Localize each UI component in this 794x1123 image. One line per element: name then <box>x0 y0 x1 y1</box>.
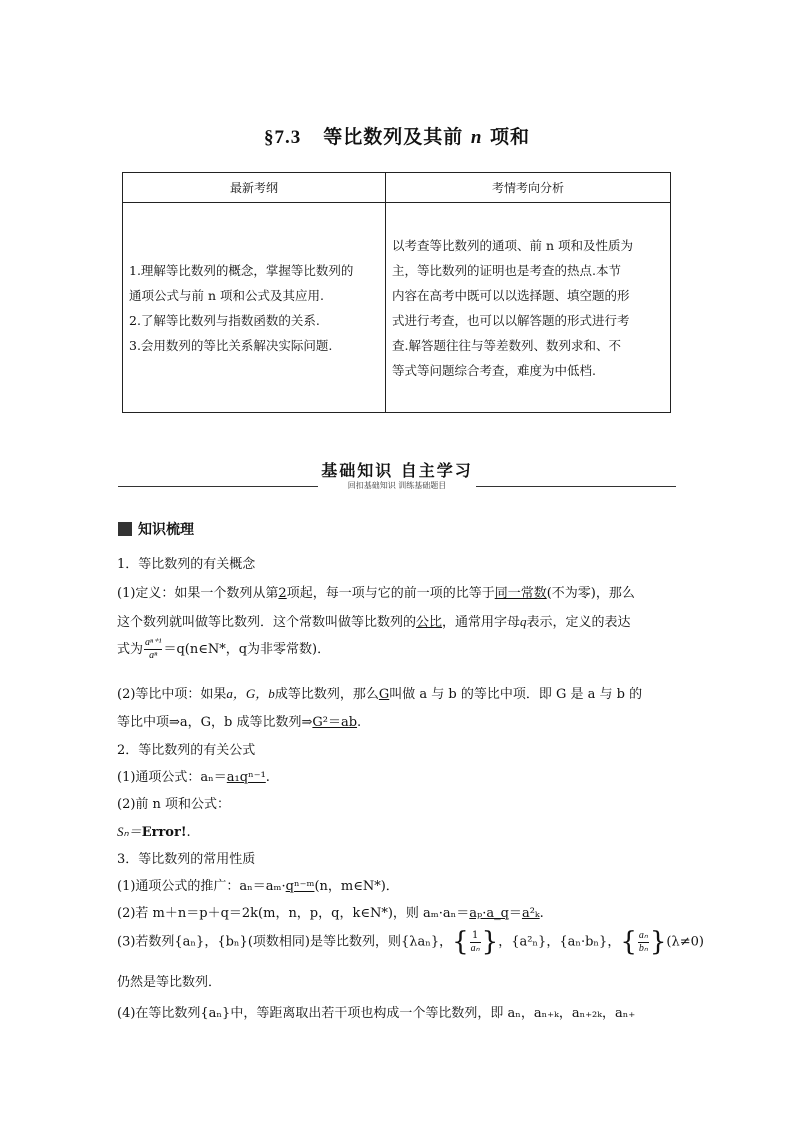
property-2: (2)若 m＋n＝p＋q＝2k(m，n，p，q，k∈N*)，则 aₘ·aₙ＝aₚ·a_q＝a²ₖ. <box>117 906 544 921</box>
page-title <box>0 122 794 149</box>
definition-line-1: (1)定义：如果一个数列从第2项起，每一项与它的前一项的比等于同一常数(不为零)，那么 <box>117 586 635 601</box>
col1-line: 3.会用数列的等比关系解决实际问题. <box>129 337 333 353</box>
syllabus-table <box>122 172 671 413</box>
title-italic-n: n <box>470 127 483 148</box>
col2-header: 考情考向分析 <box>386 173 671 203</box>
col2-line: 等式等问题综合考查，难度为中低档. <box>392 362 596 378</box>
definition-line-2: 这个数列就叫做等比数列．这个常数叫做等比数列的公比，通常用字母q表示，定义的表达 <box>117 614 631 630</box>
col2-line: 内容在高考中既可以以选择题、填空题的形 <box>392 287 630 303</box>
section-heading <box>118 519 194 539</box>
quotient-fraction: $\frac{\text{aₙ}}{\text{bₙ}}$ <box>638 929 648 954</box>
mean-line-2: 等比中项⇒a，G，b 成等比数列⇒G²＝ab. <box>117 715 362 730</box>
title-text-b: 项和 <box>490 126 531 148</box>
title-text-a: 等比数列及其前 <box>323 126 464 148</box>
general-term: (1)通项公式：aₙ＝a₁qⁿ⁻¹. <box>117 770 270 785</box>
col2-line: 查.解答题往往与等差数列、数列求和、不 <box>392 337 621 353</box>
square-bullet-icon <box>118 522 132 536</box>
col1-header: 最新考纲 <box>123 173 386 203</box>
property-1: (1)通项公式的推广：aₙ＝aₘ·qⁿ⁻ᵐ(n，m∈N*)． <box>117 879 399 894</box>
property-3: (3)若数列{aₙ}，{bₙ}(项数相同)是等比数列，则{λaₙ}，{ $\frac{1}{\text{aₙ}}$ }，{a²ₙ}，{aₙ·bₙ}，{ $\frac{\text{aₙ}}{\text{bₙ}}$ }(λ≠0) <box>117 927 704 957</box>
heading-3: 3．等比数列的常用性质 <box>117 852 256 867</box>
col1-line: 1.理解等比数列的概念，掌握等比数列的 <box>129 262 354 278</box>
col1-line: 通项公式与前 n 项和公式及其应用. <box>129 287 324 303</box>
section-label: 知识梳理 <box>138 522 194 538</box>
section-band <box>118 458 676 490</box>
property-4: (4)在等比数列{aₙ}中，等距离取出若干项也构成一个等比数列，即 aₙ，aₙ₊ₖ，aₙ₊₂ₖ，aₙ₊ <box>117 1006 636 1021</box>
heading-2: 2．等比数列的有关公式 <box>117 743 256 758</box>
col2-line: 主，等比数列的证明也是考查的热点.本节 <box>392 262 621 278</box>
definition-formula: 式为 $\frac{\text{aⁿ⁺¹}}{\text{aⁿ}}$ ＝q(n∈N*，q为非零常数)． <box>117 637 331 661</box>
mean-line-1: (2)等比中项：如果a，G，b成等比数列，那么G叫做 a 与 b 的等比中项．即 G 是 a 与 b 的 <box>117 686 643 702</box>
band-subheading: 回扣基础知识 训练基础题目 <box>118 480 676 491</box>
section-number: §7.3 <box>263 127 302 148</box>
ratio-fraction: $\frac{\text{aⁿ⁺¹}}{\text{aⁿ}}$ <box>145 637 162 661</box>
band-heading: 基础知识 自主学习 <box>321 461 473 480</box>
col1-line: 2.了解等比数列与指数函数的关系. <box>129 312 320 328</box>
property-3-cont: 仍然是等比数列． <box>117 975 222 990</box>
col2-cell <box>386 203 671 413</box>
reciprocal-fraction: $\frac{1}{\text{aₙ}}$ <box>470 929 480 954</box>
heading-1: 1．等比数列的有关概念 <box>117 557 256 572</box>
sum-formula: Sₙ＝Error!. <box>117 824 191 840</box>
sum-formula-label: (2)前 n 项和公式： <box>117 797 231 812</box>
col2-line: 式进行考查，也可以以解答题的形式进行考 <box>392 312 630 328</box>
col1-cell <box>123 203 386 413</box>
col2-line: 以考查等比数列的通项、前 n 项和及性质为 <box>392 237 633 253</box>
